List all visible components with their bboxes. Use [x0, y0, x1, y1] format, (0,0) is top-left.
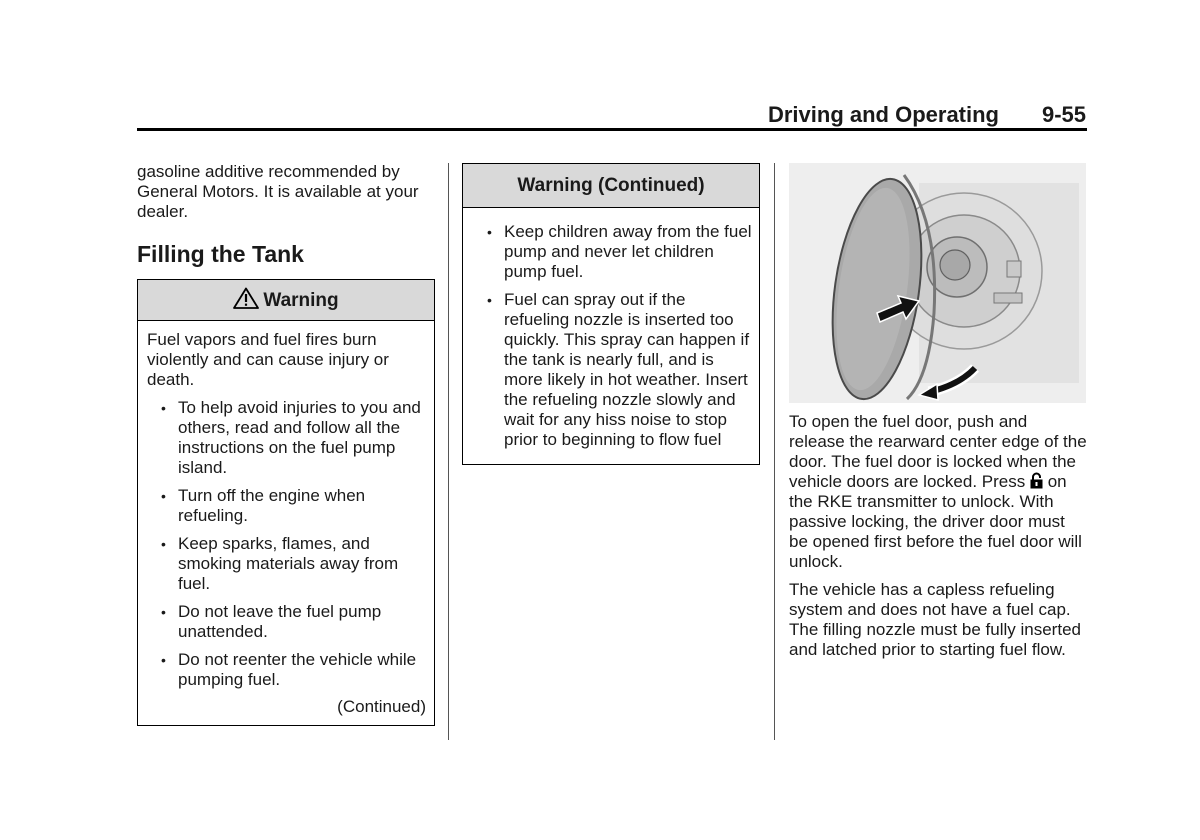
warning-continued-header: Warning (Continued) [463, 164, 759, 208]
header-rule [137, 128, 1087, 131]
warning-continued-body [463, 208, 759, 464]
list-item: • Turn off the engine when refueling. [178, 486, 426, 526]
capless-paragraph: The vehicle has a capless refueling system and does not have a fuel cap. The filling nozzle must be fully inserted and latched prior to starting fuel flow. [789, 580, 1081, 659]
intro-paragraph: gasoline additive recommended by General Motors. It is available at your dealer. [137, 162, 419, 221]
section-title-header: Driving and Operating [767, 102, 999, 127]
column-divider-right [774, 163, 775, 740]
fuel-door-text-b: on the RKE transmitter to unlock. With passive locking, the driver door must be opened first before the fuel door will unlock. [789, 472, 1082, 571]
continued-label: (Continued) [337, 697, 426, 716]
list-item: • Keep children away from the fuel pump and never let children pump fuel. [504, 222, 753, 282]
list-item: • To help avoid injuries to you and others, read and follow all the instructions on the fuel pump island. [178, 398, 426, 478]
column-2 [462, 163, 760, 465]
page-header [137, 102, 1087, 130]
warning-lead: Fuel vapors and fuel fires burn violently and can cause injury or death. [147, 330, 389, 389]
list-item: • Fuel can spray out if the refueling nozzle is inserted too quickly. This spray can happen if the tank is nearly full, and is more likely in hot weather. Insert the refueling nozzle slowly and wait for any hiss noise to stop prior to beginning to flow fuel [504, 290, 753, 450]
warning-box [137, 279, 435, 726]
unlock-icon [1030, 472, 1043, 489]
column-3 [789, 163, 1087, 668]
warning-bullet-list [147, 398, 426, 690]
list-item: • Keep sparks, flames, and smoking materials away from fuel. [178, 534, 426, 594]
fuel-door-paragraph [789, 412, 1087, 572]
list-item: • Do not leave the fuel pump unattended. [178, 602, 426, 642]
warning-title: Warning [263, 290, 339, 311]
fuel-door-text-a: To open the fuel door, push and release the rearward center edge of the door. The fuel door is locked when the vehicle doors are locked. Press [789, 412, 1087, 491]
fuel-door-illustration [789, 163, 1086, 403]
column-1 [137, 162, 437, 726]
warning-header [138, 280, 434, 321]
page-number: 9-55 [1041, 102, 1086, 127]
warning-triangle-icon [233, 283, 259, 325]
warning-continued-box [462, 163, 760, 465]
list-item: • Do not reenter the vehicle while pumping fuel. [178, 650, 426, 690]
warning-continued-bullet-list [463, 222, 753, 450]
column-divider-left [448, 163, 449, 740]
filling-the-tank-heading: Filling the Tank [137, 241, 304, 267]
warning-body [138, 321, 434, 725]
